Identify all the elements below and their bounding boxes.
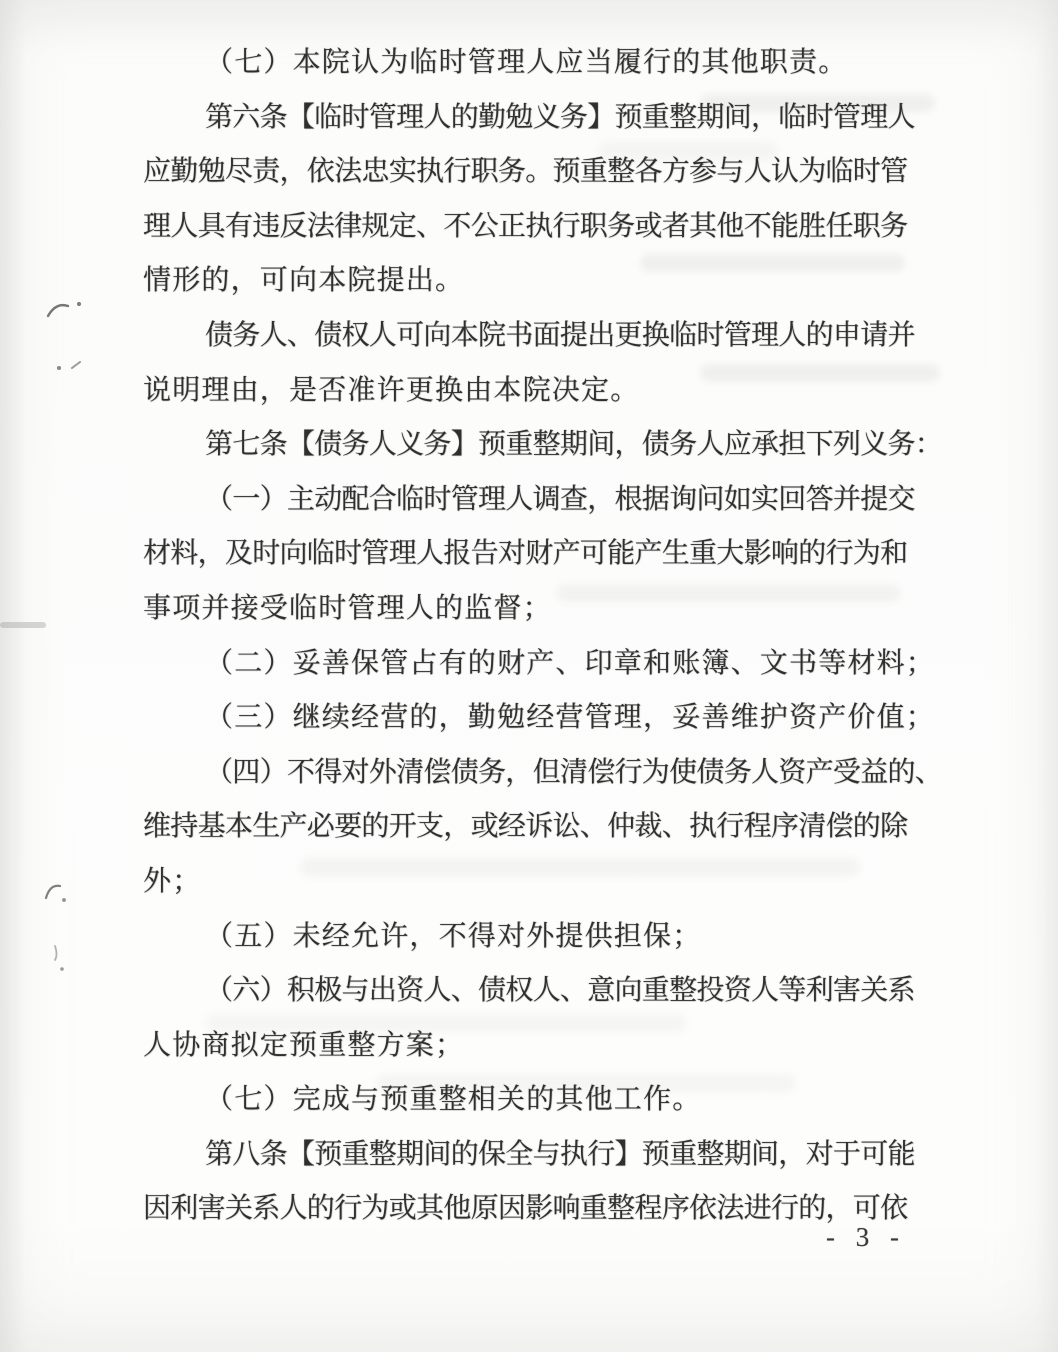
text-line: （七）完成与预重整相关的其他工作。 <box>205 1084 702 1116</box>
text-line: 人协商拟定预重整方案； <box>143 1029 465 1061</box>
document-body <box>143 36 1003 1237</box>
text-line: 因利害关系人的行为或其他原因影响重整程序依法进行的，可依 <box>143 1193 908 1225</box>
text-line: 说明理由，是否准许更换由本院决定。 <box>143 374 640 406</box>
text-line: 第六条【临时管理人的勤勉义务】预重整期间，临时管理人 <box>205 101 915 133</box>
text-line: 应勤勉尽责，依法忠实执行职务。预重整各方参与人认为临时管 <box>143 156 908 188</box>
text-line: （六）积极与出资人、债权人、意向重整投资人等利害关系 <box>205 975 915 1007</box>
text-line: （五）未经允许，不得对外提供担保； <box>205 920 702 952</box>
text-line: （三）继续经营的，勤勉经营管理，妥善维护资产价值； <box>205 702 936 734</box>
text-line: （二）妥善保管占有的财产、印章和账簿、文书等材料； <box>205 647 936 679</box>
text-line: 维持基本生产必要的开支，或经诉讼、仲裁、执行程序清偿的除 <box>143 811 908 843</box>
text-line: 理人具有违反法律规定、不公正执行职务或者其他不能胜任职务 <box>143 210 908 242</box>
text-line: （一）主动配合临时管理人调查，根据询问如实回答并提交 <box>205 483 915 515</box>
text-line: 材料，及时向临时管理人报告对财产可能产生重大影响的行为和 <box>143 538 908 570</box>
text-line: 外； <box>143 865 202 897</box>
text-line: 事项并接受临时管理人的监督； <box>143 592 552 624</box>
text-line: 情形的，可向本院提出。 <box>143 265 465 297</box>
text-line: 债务人、债权人可向本院书面提出更换临时管理人的申请并 <box>205 319 915 351</box>
text-line: 第八条【预重整期间的保全与执行】预重整期间，对于可能 <box>205 1138 915 1170</box>
text-line: 第七条【债务人义务】预重整期间，债务人应承担下列义务： <box>205 429 943 461</box>
text-line: （四）不得对外清偿债务，但清偿行为使债务人资产受益的、 <box>205 756 943 788</box>
page-number: - 3 - <box>826 1222 906 1252</box>
text-line: （七）本院认为临时管理人应当履行的其他职责。 <box>205 47 848 78</box>
